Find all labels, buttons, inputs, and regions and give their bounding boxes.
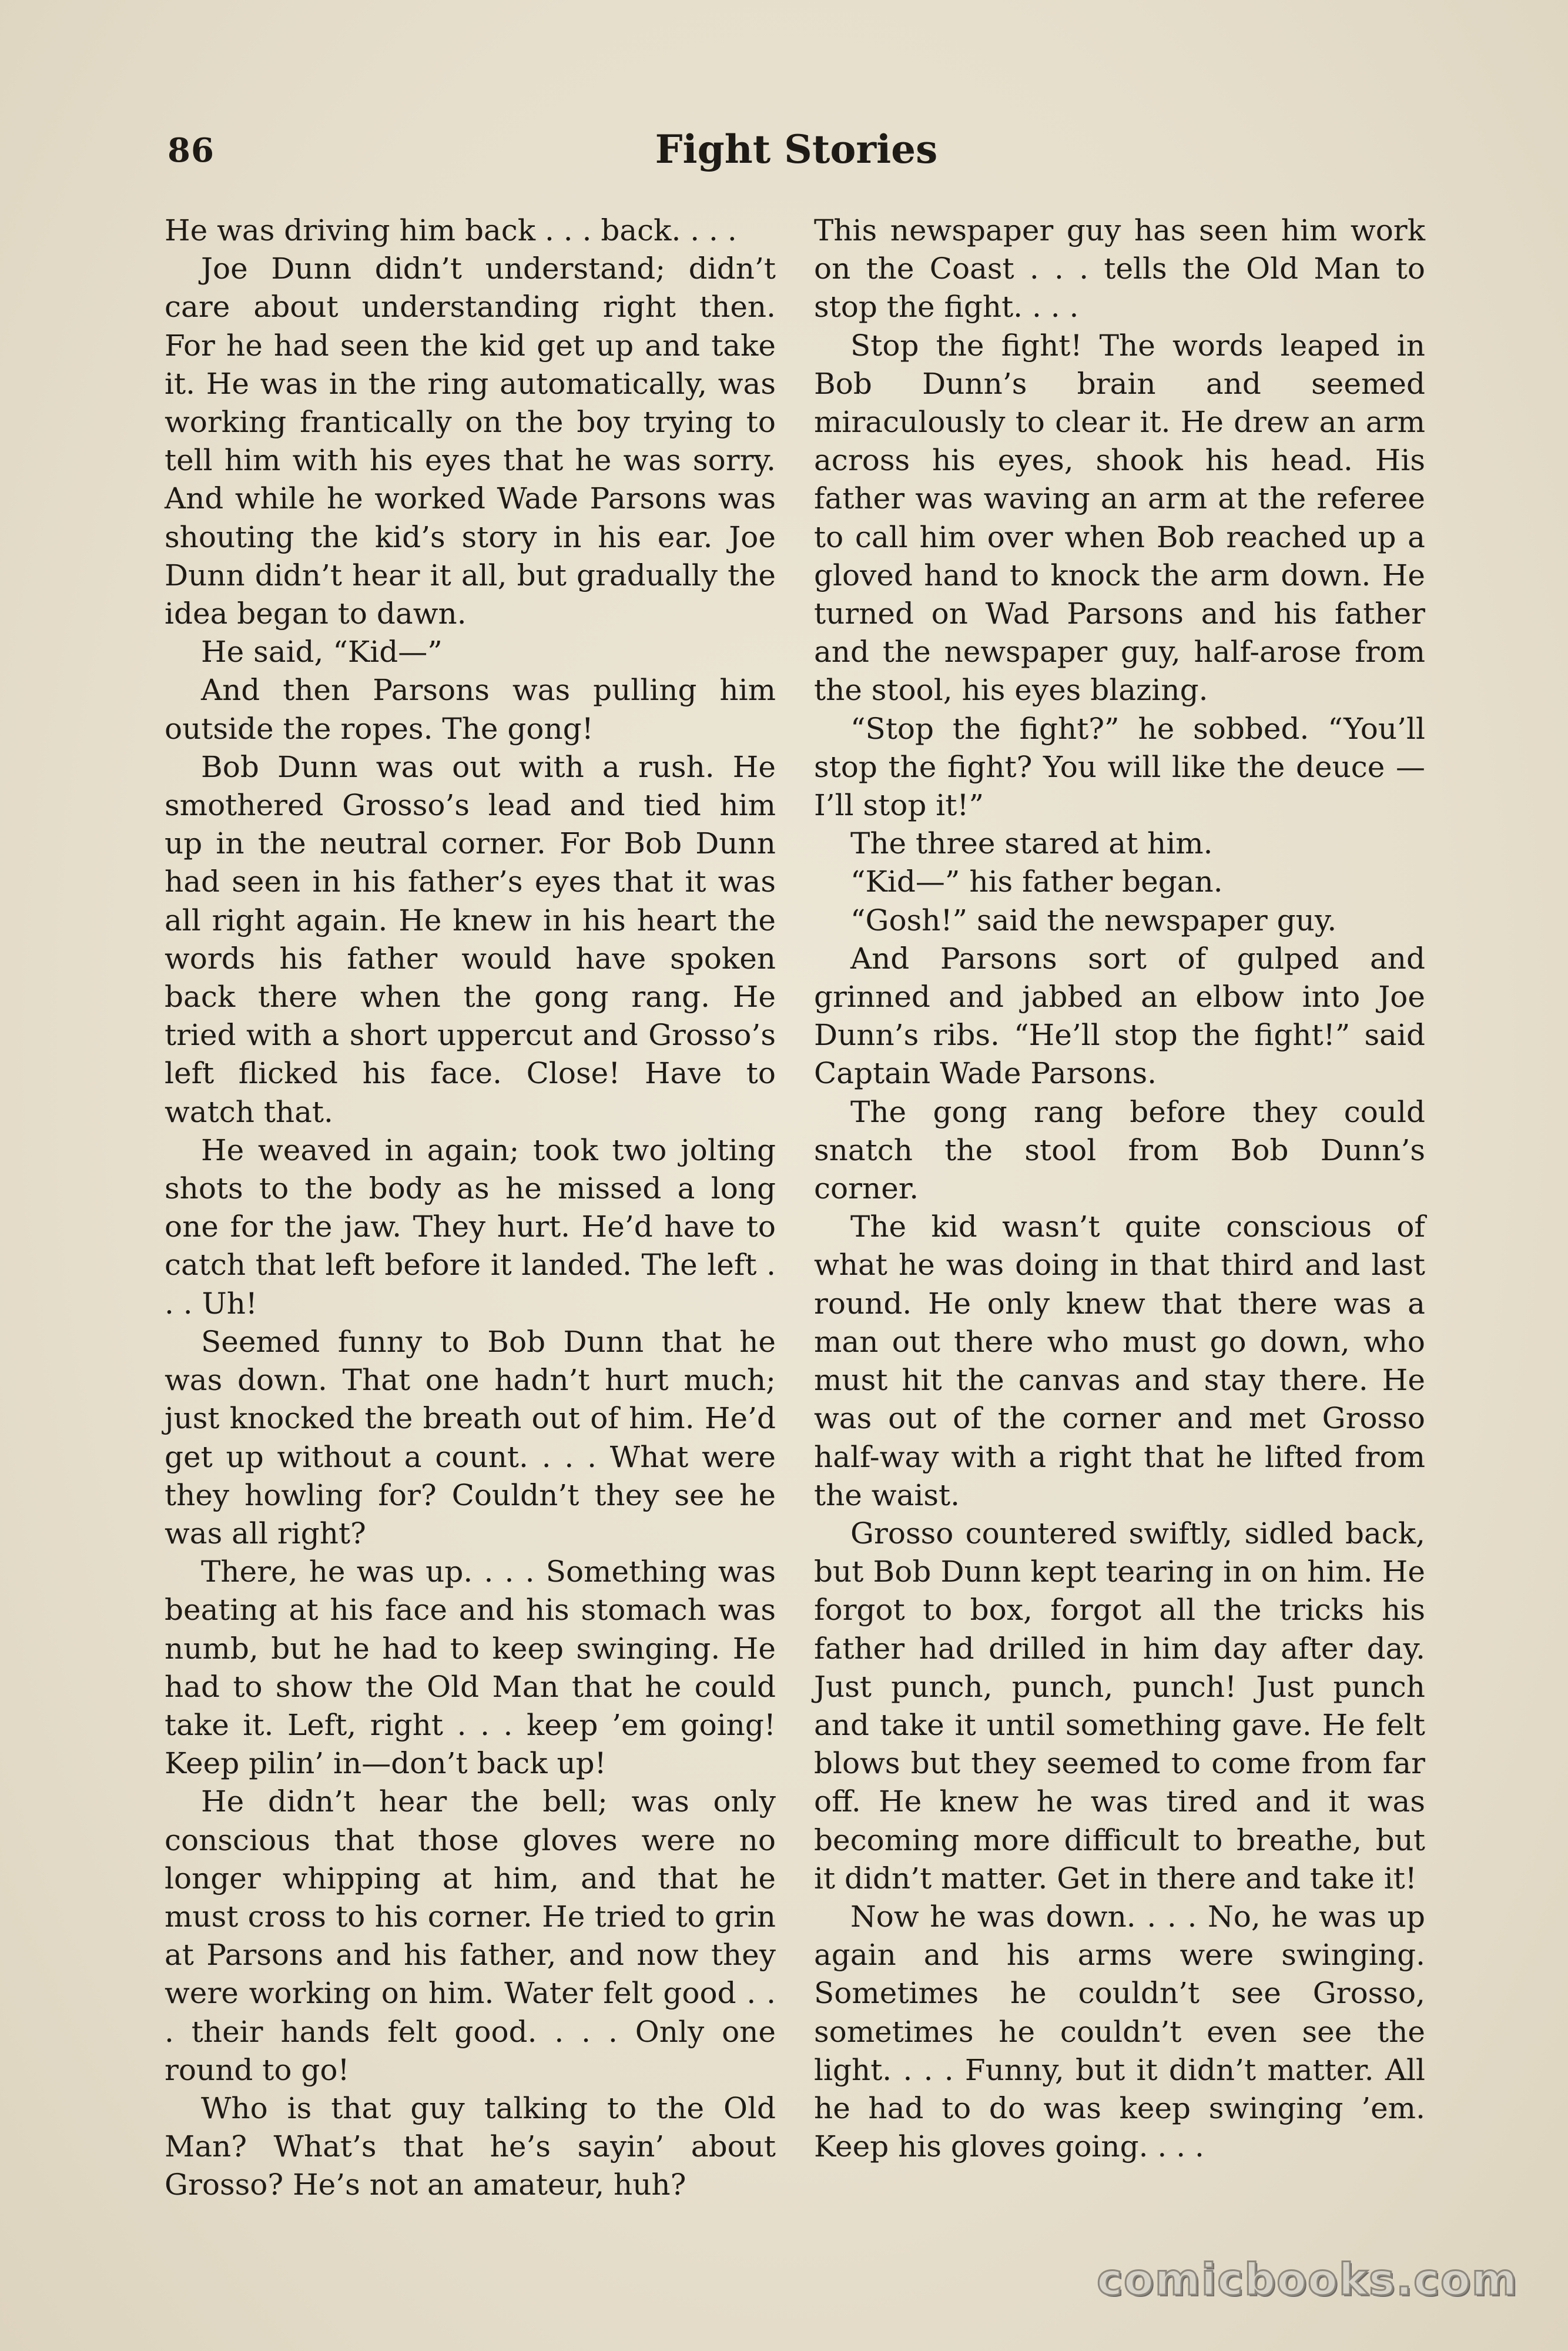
paragraph: “Kid—” his father began.	[850, 865, 1223, 899]
paragraph: The gong rang before they could snatch the stool from Bob Dunn’s corner.	[814, 1094, 1425, 1206]
paragraph: The kid wasn’t quite conscious of what he was doing in that third and last round. He only knew that there was a man out there who must go down, who must hit the canvas and stay there. He was out of the corner and met Grosso half-way with a right that he lifted from the waist.	[814, 1210, 1425, 1512]
paragraph: He didn’t hear the bell; was only conscious that those gloves were no longer whipping at him, and that he must cross to his corner. He tried to grin at Parsons and his father, and now they were working on him. Water felt good . . . their hands felt good. . . . Only one round to go!	[165, 1784, 776, 2087]
paragraph: “Gosh!” said the newspaper guy.	[850, 903, 1337, 937]
left-column	[165, 212, 776, 2205]
page-number: 86	[167, 131, 215, 170]
running-title: Fight Stories	[655, 126, 938, 172]
paragraph: Grosso countered swiftly, sidled back, but Bob Dunn kept tearing in on him. He forgot to box, forgot all the tricks his father had drilled in him day after day. Just punch, punch, punch! Just punch and take it until something gave. He felt blows but they seemed to come from far off. He knew he was tired and it was becoming more difficult to breathe, but it didn’t matter. Get in there and take it!	[814, 1516, 1425, 1895]
paragraph: And Parsons sort of gulped and grinned and jabbed an elbow into Joe Dunn’s ribs. “He’ll stop the fight!” said Captain Wade Parsons.	[814, 941, 1425, 1091]
paragraph: This newspaper guy has seen him work on the Coast . . . tells the Old Man to stop the fight. . . .	[814, 213, 1425, 324]
paragraph: “Stop the fight?” he sobbed. “You’ll stop the fight? You will like the deuce —I’ll stop it!”	[814, 711, 1425, 823]
paragraph: He weaved in again; took two jolting shots to the body as he missed a long one for the jaw. They hurt. He’d have to catch that left before it landed. The left . . . Uh!	[165, 1133, 776, 1321]
paragraph: He said, “Kid—”	[201, 635, 443, 669]
paragraph: Joe Dunn didn’t understand; didn’t care about understanding right then. For he had seen the kid get up and take it. He was in the ring automatically, was working frantically on the boy trying to tell him with his eyes that he was sorry. And while he worked Wade Parsons was shouting the kid’s story in his ear. Joe Dunn didn’t hear it all, but gradually the idea began to dawn.	[165, 252, 776, 631]
paragraph: And then Parsons was pulling him outside the ropes. The gong!	[165, 673, 776, 746]
running-header	[167, 120, 1425, 185]
paragraph: The three stared at him.	[850, 826, 1213, 861]
paragraph: Who is that guy talking to the Old Man? What’s that he’s sayin’ about Grosso? He’s not an amateur, huh?	[165, 2091, 776, 2202]
paragraph: Now he was down. . . . No, he was up again and his arms were swinging. Sometimes he couldn’t see Grosso, sometimes he couldn’t even see the light. . . . Funny, but it didn’t matter. All he had to do was keep swinging ’em. Keep his gloves going. . . .	[814, 1899, 1425, 2164]
paragraph: Seemed funny to Bob Dunn that he was down. That one hadn’t hurt much; just knocked the breath out of him. He’d get up without a count. . . . What were they howling for? Couldn’t they see he was all right?	[165, 1324, 776, 1550]
paragraph: He was driving him back . . . back. . . .	[165, 213, 737, 247]
paragraph: Stop the fight! The words leaped in Bob Dunn’s brain and seemed miraculously to clear it. He drew an arm across his eyes, shook his head. His father was waving an arm at the referee to call him over when Bob reached up a gloved hand to knock the arm down. He turned on Wad Parsons and his father and the newspaper guy, half-arose from the stool, his eyes blazing.	[814, 328, 1425, 708]
paragraph: Bob Dunn was out with a rush. He smothered Grosso’s lead and tied him up in the neutral corner. For Bob Dunn had seen in his father’s eyes that it was all right again. He knew in his heart the words his father would have spoken back there when the gong rang. He tried with a short uppercut and Grosso’s left flicked his face. Close! Have to watch that.	[165, 749, 776, 1129]
right-column	[814, 212, 1425, 2166]
paragraph: There, he was up. . . . Something was beating at his face and his stomach was numb, but he had to keep swinging. He had to show the Old Man that he could take it. Left, right . . . keep ’em going! Keep pilin’ in—don’t back up!	[165, 1555, 776, 1781]
watermark-logo: comicbooks.com	[1097, 2255, 1518, 2305]
